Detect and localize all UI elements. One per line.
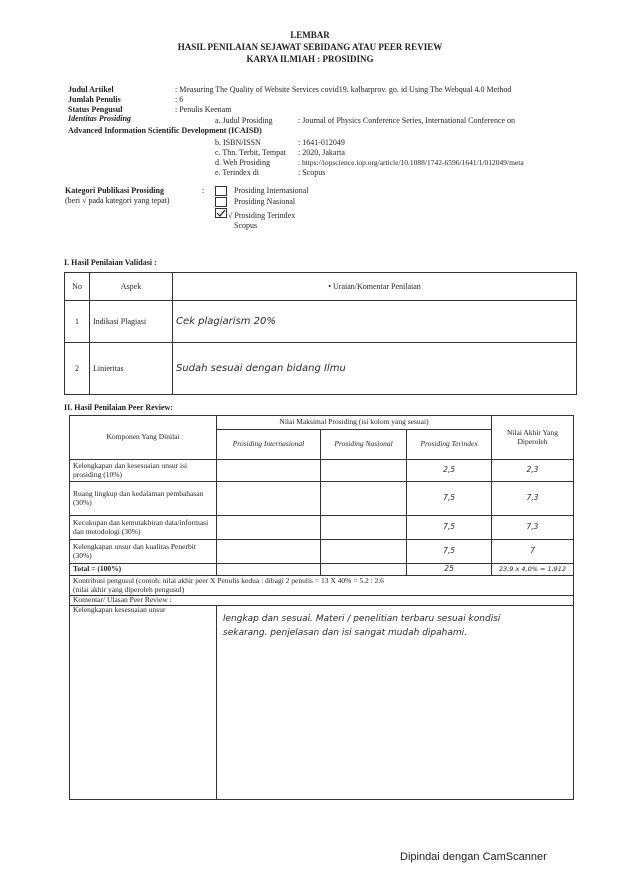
opt-terindex: √ Prosiding Terindex <box>228 211 296 220</box>
col-uraian: • Uraian/Komentar Penilaian <box>173 273 577 301</box>
kategori-label: Kategori Publikasi Prosiding <box>65 186 164 195</box>
row-intl <box>217 482 321 516</box>
identitas-label: Identitas Prosiding <box>68 114 131 123</box>
col-intl: Prosiding Internasional <box>217 430 321 460</box>
col-akhir: Nilai Akhir Yang Diperoleh <box>492 416 574 460</box>
isbn-value: : 1641-012049 <box>298 138 345 147</box>
row-nas <box>320 516 406 540</box>
total-label: Total = (100%) <box>70 564 217 576</box>
opt-terindex-scopus: Scopus <box>234 221 258 230</box>
komentar-text-1: lengkap dan sesuai. Materi / penelitian terbaru sesuai kondisi <box>223 614 501 624</box>
terindex-label: e. Terindex di <box>215 168 259 177</box>
col-komponen: Komponen Yang Dinilai <box>70 416 217 460</box>
total-akhir: 23,9 x 4,0% = 1,912 <box>492 564 574 576</box>
row-terindex: 7,5 <box>407 482 492 516</box>
table-row <box>65 343 577 395</box>
kontribusi-cell <box>70 576 574 596</box>
row-komponen: Ruang lingkup dan kedalaman pembahasan (30%) <box>70 482 217 516</box>
section1-title: I. Hasil Penilaian Validasi : <box>64 258 157 267</box>
header-subtitle: KARYA ILMIAH : PROSIDING <box>246 54 374 64</box>
check-icon <box>216 209 226 217</box>
total-intl <box>217 564 321 576</box>
row-komponen: Kecukupan dan kemutakhiran data/informasi dan metodologi (30%) <box>70 516 217 540</box>
row-akhir: 7 <box>492 540 574 564</box>
table-row <box>70 482 574 516</box>
judul-label: Judul Artikel <box>68 85 114 94</box>
table-row <box>65 301 577 343</box>
row-terindex: 7,5 <box>407 516 492 540</box>
row-komponen: Kelengkapan unsur dan kualitas Penerbit (30%) <box>70 540 217 564</box>
kontribusi-row <box>70 576 574 596</box>
row-intl <box>217 516 321 540</box>
komentar-label: Kelengkapan kesesuaian unsur <box>70 606 217 800</box>
kategori-hint: (beri √ pada kategori yang tepat) <box>65 196 170 205</box>
row-komponen: Kelengkapan dan kesesuaian unsur isi prosiding (10%) <box>70 460 217 482</box>
row-intl <box>217 540 321 564</box>
camscanner-footer: Dipindai dengan CamScanner <box>400 851 547 863</box>
jumlah-value: : 6 <box>175 95 184 104</box>
judul-prosiding-label: a. Judul Prosiding <box>215 116 273 125</box>
terbit-value: : 2020, Jakarta <box>298 148 345 157</box>
komentar-text-2: sekarang. penjelasan dan isi sangat mudah dipahami. <box>223 628 468 638</box>
row-no: 1 <box>65 301 90 343</box>
row-no: 2 <box>65 343 90 395</box>
peer-header-row <box>70 416 574 430</box>
opt-internasional: Prosiding Internasional <box>234 186 309 195</box>
judul-prosiding-cont: Advanced Information Scientific Development (ICAISD) <box>68 126 262 135</box>
row-nas <box>320 540 406 564</box>
row-akhir: 2,3 <box>492 460 574 482</box>
web-label: d. Web Prosiding <box>215 158 270 167</box>
row-akhir: 7,3 <box>492 516 574 540</box>
header-title: HASIL PENILAIAN SEJAWAT SEBIDANG ATAU PEER REVIEW <box>177 42 443 52</box>
kategori-colon: : <box>202 186 205 195</box>
checkbox-terindex[interactable] <box>215 208 227 218</box>
row-intl <box>217 460 321 482</box>
validasi-table <box>64 272 577 395</box>
opt-nasional: Prosiding Nasional <box>234 197 296 206</box>
status-label: Status Pengusul <box>68 105 123 114</box>
total-terindex: 25 <box>407 564 492 576</box>
validasi-header-row <box>65 273 577 301</box>
web-value: : https://iopscience.iop.org/article/10.1088/1742-6596/1641/1/012049/meta <box>298 158 524 167</box>
col-terindex: Prosiding Terindex <box>407 430 492 460</box>
table-row <box>70 540 574 564</box>
row-nas <box>320 482 406 516</box>
row-komentar: Cek plagiarism 20% <box>173 301 577 343</box>
kontribusi-note: (nilai akhir yang diperoleh pengusul) <box>73 584 185 594</box>
komentar-cell <box>217 606 574 800</box>
table-row <box>70 516 574 540</box>
terindex-value: : Scopus <box>298 168 326 177</box>
komentar-header-row <box>70 596 574 606</box>
checkbox-internasional[interactable] <box>215 186 227 196</box>
table-row <box>70 460 574 482</box>
komentar-row <box>70 606 574 800</box>
row-terindex: 2,5 <box>407 460 492 482</box>
row-nas <box>320 460 406 482</box>
kontribusi-text: Kontribusi pengusul (contoh: nilai akhir peer X Penulis kedua : dibagi 2 penulis = 13 X 40% = 5.2 : 2.6 <box>73 576 384 585</box>
isbn-label: b. ISBN/ISSN <box>215 138 261 147</box>
col-aspek: Aspek <box>90 273 173 301</box>
judul-value: : Measuring The Quality of Website Services covid19. kalbarprov. go. id Using The Webqual 4.0 Method <box>175 85 512 94</box>
col-nas: Prosiding Nasional <box>320 430 406 460</box>
header-lembar: LEMBAR <box>290 30 330 40</box>
peer-review-table <box>69 415 574 800</box>
col-no: No <box>65 273 90 301</box>
status-value: : Penulis Keenam <box>175 105 232 114</box>
row-aspek: Linieritas <box>90 343 173 395</box>
judul-prosiding-value: : Journal of Physics Conference Series, International Conference on <box>298 116 516 125</box>
row-akhir: 7,3 <box>492 482 574 516</box>
row-terindex: 7,5 <box>407 540 492 564</box>
col-nilai-maks: Nilai Maksimal Prosiding (isi kolom yang sesuai) <box>217 416 492 430</box>
checkbox-nasional[interactable] <box>215 197 227 207</box>
komentar-header: Komentar/ Ulasan Peer Review : <box>70 596 574 606</box>
row-aspek: Indikasi Plagiasi <box>90 301 173 343</box>
jumlah-label: Jumlah Penulis <box>68 95 121 104</box>
terbit-label: c. Thn. Terbit, Tempat <box>215 148 286 157</box>
row-komentar: Sudah sesuai dengan bidang Ilmu <box>173 343 577 395</box>
total-row <box>70 564 574 576</box>
section2-title: II. Hasil Penilaian Peer Review: <box>64 403 173 412</box>
total-nas <box>320 564 406 576</box>
